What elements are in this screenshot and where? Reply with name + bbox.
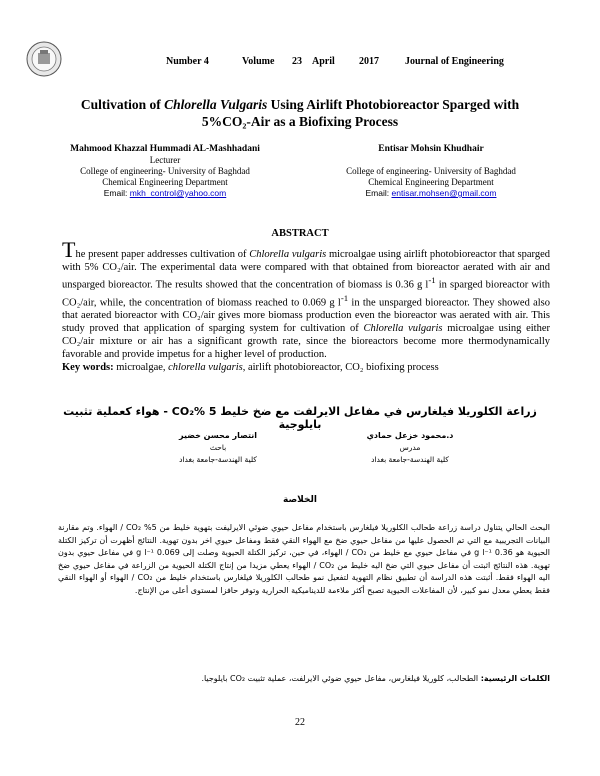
author-block-2: Entisar Mohsin Khudhair College of engineering- University of Baghdad Chemical Engineering Department Email: entisar.mohsen@gmail.com — [306, 144, 556, 199]
journal-logo — [26, 41, 62, 77]
author-1-department: Chemical Engineering Department — [102, 177, 228, 187]
author-block-1: Mahmood Khazzal Hummadi AL-Mashhadani Lecturer College of engineering- University of Baghdad Chemical Engineering Department Email: mkh_control@yahoo.com — [40, 144, 290, 199]
header-journal: Journal of Engineering — [405, 56, 504, 67]
header-year: 2017 — [359, 56, 379, 67]
author-2-email-link[interactable]: entisar.mohsen@gmail.com — [391, 188, 497, 198]
header-number: Number 4 — [166, 56, 209, 67]
arabic-abstract-heading: الخلاصة — [283, 495, 317, 505]
page-number: 22 — [295, 717, 305, 728]
arabic-keywords: الكلمات الرئيسية: الطحالب، كلوريلا فيلغارس، مفاعل حيوي ضوئي الايرلفت، عملية تثبيت CO₂ بايلوجيا. — [201, 674, 550, 683]
arabic-author-2: انتصار محسن خضير باحث كلية الهندسة-جامعة بغداد — [178, 431, 258, 464]
arabic-title: زراعة الكلوريلا فيلغارس في مفاعل الايرلفت مع ضخ خليط 5 %CO₂ - هواء كعملية تثبيت بايلوجية — [63, 405, 537, 431]
paper-title: Cultivation of Chlorella Vulgaris Using Airlift Photobioreactor Sparged with 5%CO₂-Air as a Biofixing Process — [80, 97, 520, 129]
author-1-role: Lecturer — [149, 155, 181, 165]
arabic-author-1: د.محمود خزعل حمادي مدرس كلية الهندسة-جامعة بغداد — [366, 431, 454, 464]
author-1-email-link[interactable]: mkh_control@yahoo.com — [129, 188, 227, 198]
arabic-abstract-body: البحث الحالي يتناول دراسة زراعة طحالب الكلوريلا فيلغارس باستخدام مفاعل حيوي ضوئي الايرليفت بتهوية خليط من 5% CO₂ / الهواء. وتم مقارنة البيانات التجريبية مع التي تم الحصول عليها من مفاعل حيوي ضخ مع الهواء النقي فقط ومفاعل حيوي اخر بدون تهوية. النتائج أظهرت أن تركيز الكتلة الحيوية هو 0.36 g l⁻¹ في مفاعل حيوي مع خليط من CO₂ / الهواء، في حين، تركيز الكتلة الحيوية وصلت إلى 0.069 g l⁻¹ في مفاعل حيوي بدون تهوية. هذه النتائج اثبتت أن مفاعل حيوي التي ضخ اليه خليط من CO₂ / الهواء يعطي مزيدا من إنتاج الكتلة الحيوية من الزراعة في مفاعل حيوي ضخ اليه الهواء فقط. أثبتت هذه الدراسة أن تطبيق نظام التهوية لتفعيل نمو طحالب الكلوريلا فيلغارس باستخدام خليط من CO₂ / الهواء أو الهواء النقي فقط يعطي معدل نمو كبير، لأن المفاعلات الحيوية تصبح أكثر ملاءمة للديناميكية الحرارية وتوفر حافزا لمستوى أعلى من الإنتاج. — [58, 523, 551, 595]
author-1-name: Mahmood Khazzal Hummadi AL-Mashhadani — [70, 144, 260, 154]
keywords: Key words: microalgae, chlorella vulgaris, airlift photobioreactor, CO₂ biofixing process — [62, 362, 439, 373]
author-2-department: Chemical Engineering Department — [368, 177, 494, 187]
abstract-body: The present paper addresses cultivation of Chlorella vulgaris microalgae using airlift photobioreactor that sparged with 5% CO₂/air. The experimental data were compared with that obtained from bioreactor aerated with air and unsparged bioreactor. The results showed that the concentration of biomass is 0.36 g $l^{-1}$ in sparged bioreactor with CO₂/air, while, the concentration of biomass reached to 0.069 g $l^{-1}$ in the unsparged bioreactor. They showed also that aerated bioreactor with CO₂/air gives more biomass production even the bioreactor was aerated with air. This study proved that application of sparging system for cultivation of Chlorella vulgaris microalgae using either CO₂/air mixture or air has a significant growth rate, since the bioreactors become more thermodynamically favorable and provide impetus for a higher level of production. Key words: microalgae, chlorella vulgaris, airlift photobioreactor, CO₂ biofixing process — [62, 237, 551, 373]
header-month: April — [312, 56, 335, 67]
header-volume-number: 23 — [292, 56, 302, 67]
author-1-affiliation: College of engineering- University of Baghdad — [80, 166, 250, 176]
header-volume: Volume — [242, 56, 275, 67]
abstract-heading: ABSTRACT — [271, 228, 329, 239]
author-2-name: Entisar Mohsin Khudhair — [378, 144, 484, 154]
author-2-affiliation: College of engineering- University of Baghdad — [346, 166, 516, 176]
